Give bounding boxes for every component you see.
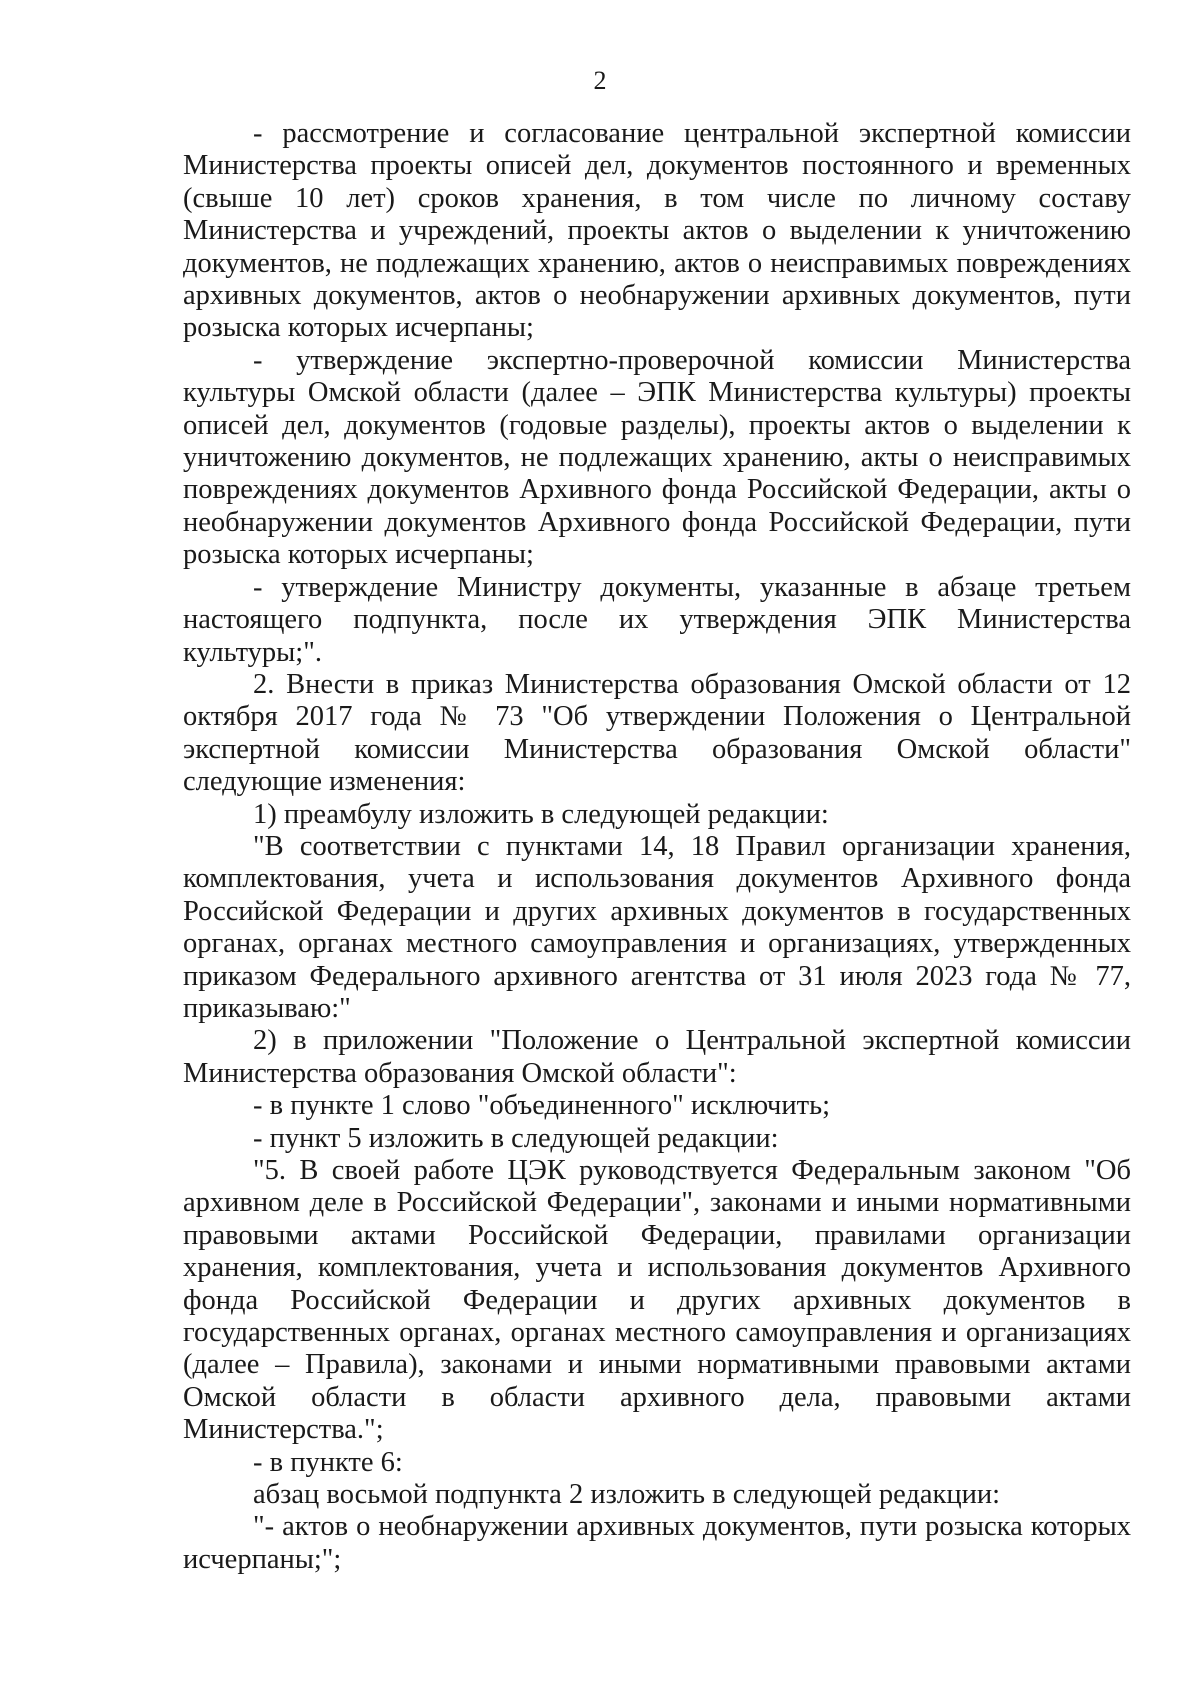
paragraph-preamble-text: "В соответствии с пунктами 14, 18 Правил организации хранения, комплектования, учета и использования документов Архивного фонда Российской Федерации и других архивных документов в государственных органах, органах местного самоуправления и организациях, утвержденных приказом Федерального архивного агентства от 31 июля 2023 года № 77, приказываю:" — [183, 830, 1131, 1024]
paragraph-approval-minister: - утверждение Министру документы, указанные в абзаце третьем настоящего подпункта, после их утверждения ЭПК Министерства культуры;". — [183, 571, 1131, 668]
paragraph-subpoint-2: абзац восьмой подпункта 2 изложить в следующей редакции: — [253, 1479, 1001, 1511]
paragraph-appendix-item: 2) в приложении "Положение о Центральной экспертной комиссии Министерства образования Омской области": — [183, 1025, 1131, 1089]
page-number: 2 — [593, 66, 607, 95]
paragraph-acts-not-found: "- актов о необнаружении архивных документов, пути розыска которых исчерпаны;"; — [183, 1511, 1131, 1575]
paragraph-preamble-item: 1) преамбулу изложить в следующей редакции: — [253, 798, 829, 830]
paragraph-review-central-commission: - рассмотрение и согласование центральной экспертной комиссии Министерства проекты описей дел, документов постоянного и временных (свыше 10 лет) сроков хранения, в том числе по личному составу Министерства и учреждений, проекты актов о выделении к уничтожению документов, не подлежащих хранению, актов о неисправимых повреждениях архивных документов, актов о необнаружении архивных документов, пути розыска которых исчерпаны; — [183, 118, 1131, 344]
paragraph-point-1: - в пункте 1 слово "объединенного" исключить; — [253, 1090, 830, 1122]
paragraph-amend-order: 2. Внести в приказ Министерства образования Омской области от 12 октября 2017 года № 73 "Об утверждении Положения о Центральной экспертной комиссии Министерства образования Омской области" следующие изменения: — [183, 668, 1131, 798]
paragraph-point-5-intro: - пункт 5 изложить в следующей редакции: — [253, 1122, 779, 1154]
paragraph-approval-epk: - утверждение экспертно-проверочной комиссии Министерства культуры Омской области (далее – ЭПК Министерства культуры) проекты описей дел, документов (годовые разделы), проекты актов о выделении к уничтожению документов, не подлежащих хранению, акты о неисправимых повреждениях документов Архивного фонда Российской Федерации, акты о необнаружении документов Архивного фонда Российской Федерации, пути розыска которых исчерпаны; — [183, 344, 1131, 571]
paragraph-point-5-text: "5. В своей работе ЦЭК руководствуется Федеральным законом "Об архивном деле в Российской Федерации", законами и иными нормативными правовыми актами Российской Федерации, правилами организации хранения, комплектования, учета и использования документов Архивного фонда Российской Федерации и других архивных документов в государственных органах, органах местного самоуправления и организациях (далее – Правила), законами и иными нормативными правовыми актами Омской области в области архивного дела, правовыми актами Министерства."; — [183, 1155, 1131, 1446]
document-body — [183, 118, 1131, 1576]
paragraph-point-6: - в пункте 6: — [253, 1446, 403, 1478]
